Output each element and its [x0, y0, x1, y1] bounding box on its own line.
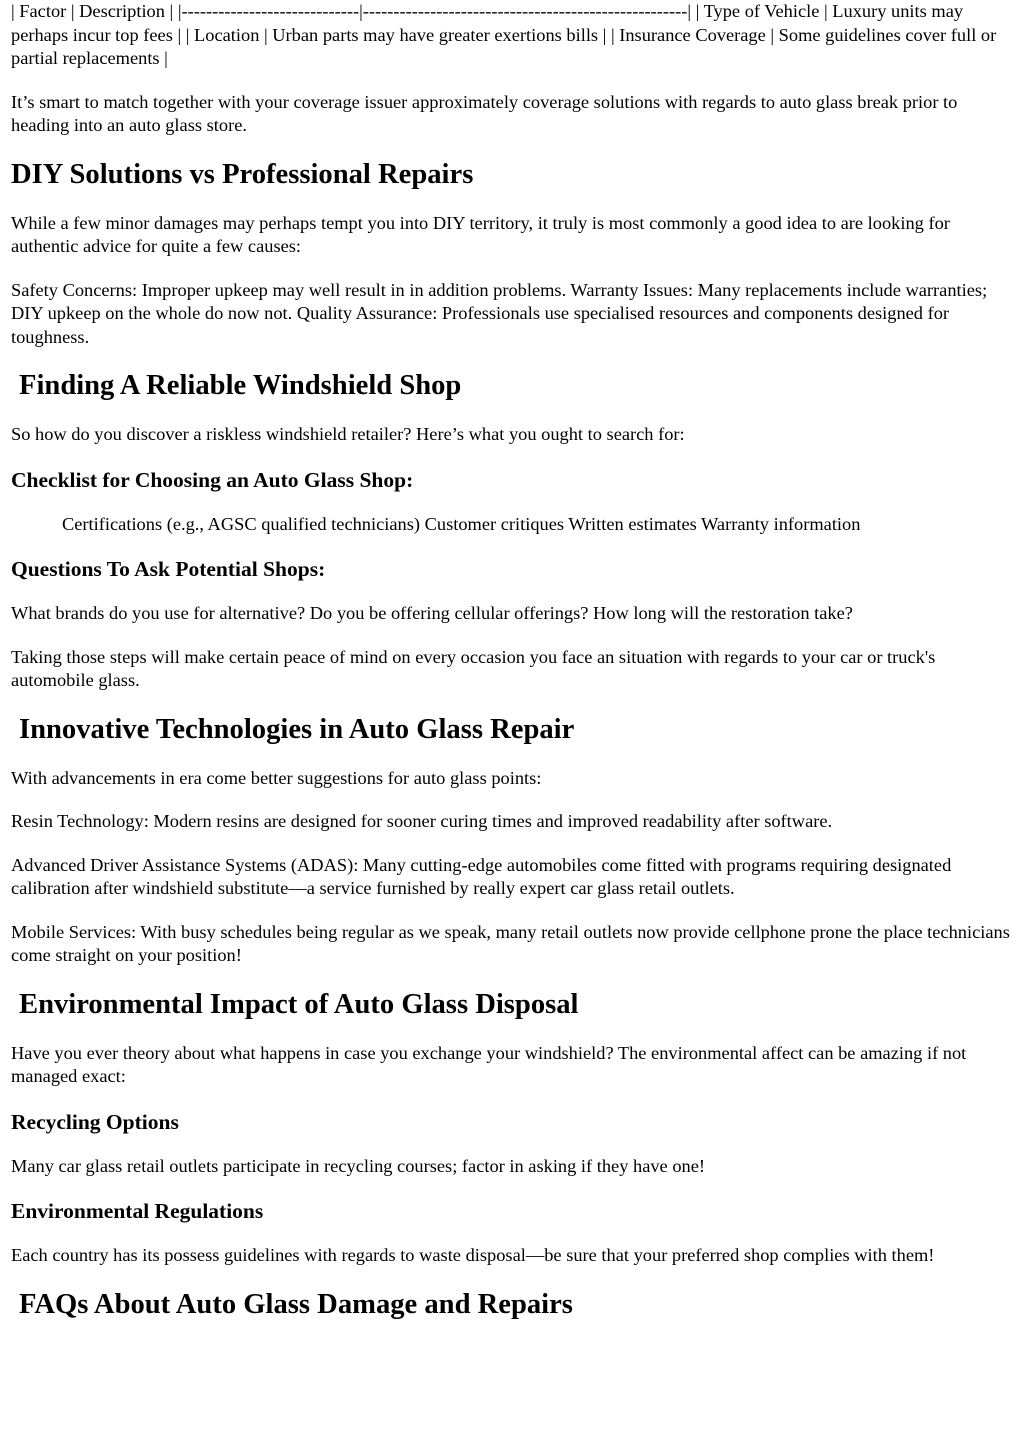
heading-environmental-regulations: Environmental Regulations	[11, 1199, 264, 1223]
cost-factors-table-text: | Factor | Description | |-----------------------------|-----------------------------------------------------| | Type of Vehicle | Luxury units may perhaps incur top fees | | Location | Urban parts may have greater exertions bills | | Insurance Coverage | Some guidelines cover full or partial replacements |	[11, 1, 997, 68]
heading-diy-vs-professional: DIY Solutions vs Professional Repairs	[11, 158, 474, 190]
adas-paragraph: Advanced Driver Assistance Systems (ADAS): Many cutting-edge automobiles come fitted with programs requiring designated calibration after windshield substitute—a service furnished by really expert car glass retail outlets.	[11, 854, 952, 898]
heading-innovative-technologies: Innovative Technologies in Auto Glass Repair	[19, 713, 575, 745]
technologies-intro-paragraph: With advancements in era come better suggestions for auto glass points:	[11, 767, 542, 788]
recycling-paragraph: Many car glass retail outlets participate in recycling courses; factor in asking if they have one!	[11, 1155, 705, 1176]
heading-faqs: FAQs About Auto Glass Damage and Repairs	[19, 1288, 573, 1320]
diy-intro-paragraph: While a few minor damages may perhaps tempt you into DIY territory, it truly is most commonly a good idea to are looking for authentic advice for quite a few causes:	[11, 212, 950, 256]
peace-of-mind-paragraph: Taking those steps will make certain peace of mind on every occasion you face an situation with regards to your car or truck's automobile glass.	[11, 646, 936, 690]
mobile-services-paragraph: Mobile Services: With busy schedules being regular as we speak, many retail outlets now provide cellphone prone the place technicians come straight on your position!	[11, 921, 1010, 965]
environmental-intro-paragraph: Have you ever theory about what happens in case you exchange your windshield? The environmental affect can be amazing if not managed exact:	[11, 1042, 967, 1086]
heading-finding-shop: Finding A Reliable Windshield Shop	[19, 370, 462, 401]
questions-paragraph: What brands do you use for alternative? Do you be offering cellular offerings? How long will the restoration take?	[11, 603, 853, 623]
diy-reasons-paragraph: Safety Concerns: Improper upkeep may well result in in addition problems. Warranty Issues: Many replacements include warranties; DIY upkeep on the whole do now not. Quality Assurance: Professionals use specialised resources and components designed for toughness.	[11, 279, 988, 347]
heading-checklist: Checklist for Choosing an Auto Glass Shop:	[11, 467, 414, 492]
checklist-items: Certifications (e.g., AGSC qualified technicians) Customer critiques Written estimates Warranty information	[62, 513, 861, 534]
resin-technology-paragraph: Resin Technology: Modern resins are designed for sooner curing times and improved readability after software.	[11, 811, 833, 831]
heading-environmental-impact: Environmental Impact of Auto Glass Disposal	[19, 988, 579, 1020]
heading-recycling-options: Recycling Options	[11, 1109, 179, 1134]
finding-shop-paragraph: So how do you discover a riskless windshield retailer? Here’s what you ought to search for:	[11, 424, 685, 444]
regulations-paragraph: Each country has its possess guidelines with regards to waste disposal—be sure that your preferred shop complies with them!	[11, 1245, 935, 1265]
insurance-advice-paragraph: It’s smart to match together with your coverage issuer approximately coverage solutions with regards to auto glass break prior to heading into an auto glass store.	[11, 91, 958, 135]
heading-questions: Questions To Ask Potential Shops:	[11, 557, 326, 581]
